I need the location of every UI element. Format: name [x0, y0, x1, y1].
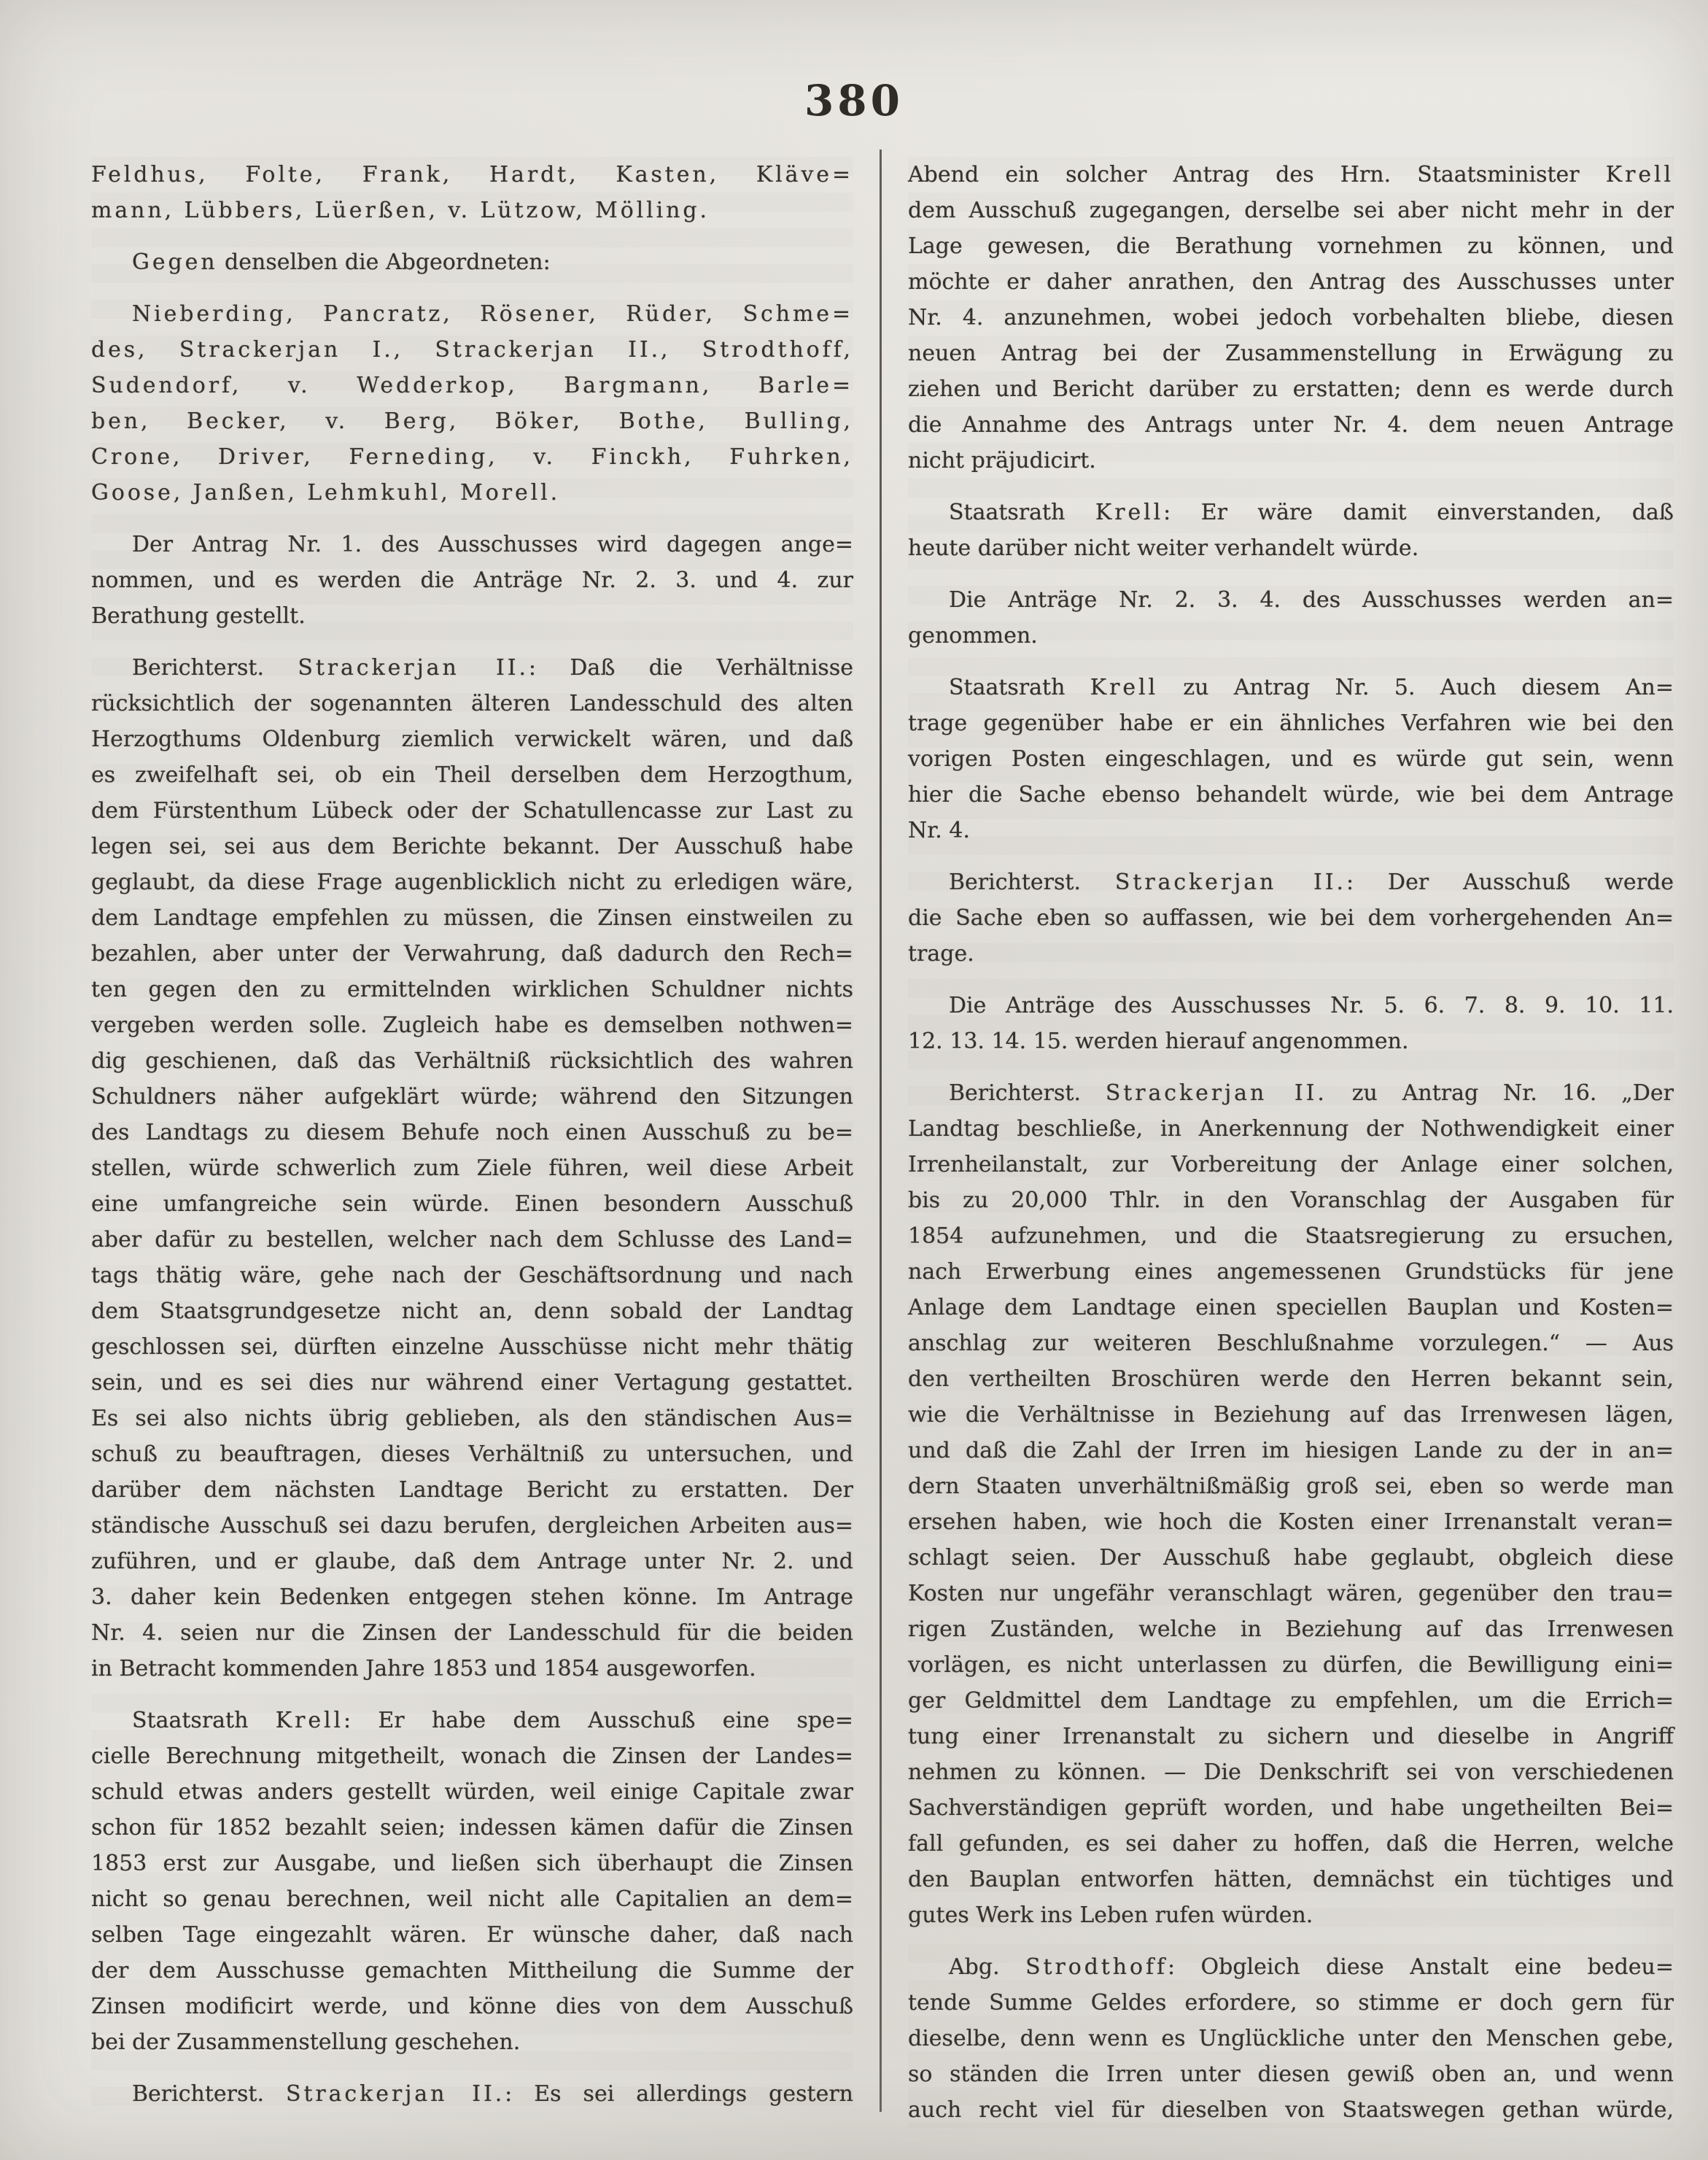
text-line: geschlossen sei, dürften einzelne Ausschüsse nicht mehr thätig: [91, 1334, 853, 1360]
spaced-name-text: Krell: [275, 1708, 343, 1733]
text-line: bezahlen, aber unter der Verwahrung, daß dadurch den Rech=: [91, 941, 853, 967]
column-divider-rule: [880, 150, 882, 2112]
text-line: bis zu 20,000 Thlr. in den Voranschlag der Ausgaben für: [908, 1188, 1674, 1213]
text-line: dig geschienen, daß das Verhältniß rücksichtlich des wahren: [91, 1048, 853, 1074]
text-line: [91, 403, 853, 439]
text-line: Landtag beschließe, in Anerkennung der Nothwendigkeit einer: [908, 1116, 1674, 1142]
spaced-name-text: Krell: [1605, 162, 1674, 187]
text-line: 3. daher kein Bedenken entgegen stehen könne. Im Antrage: [91, 1584, 853, 1610]
text-line: tags thätig wäre, gehe nach der Geschäftsordnung und nach: [91, 1263, 853, 1288]
right-text-column: [908, 157, 1674, 2128]
text-line: Lage gewesen, die Berathung vornehmen zu können, und: [908, 233, 1674, 259]
text-line: Zinsen modificirt werde, und könne dies von dem Ausschuß: [91, 1994, 853, 2019]
body-text: : Obgleich diese Anstalt eine bedeu=: [1167, 1954, 1674, 1980]
spaced-name-text: Feldhus, Folte, Frank, Hardt, Kasten, Kläve=: [91, 162, 853, 187]
text-line: tung einer Irrenanstalt zu sichern und dieselbe in Angriff: [908, 1724, 1674, 1749]
text-line: aber dafür zu bestellen, welcher nach dem Schlusse des Land=: [91, 1227, 853, 1253]
text-line: neuen Antrag bei der Zusammenstellung in Erwägung zu: [908, 341, 1674, 366]
spaced-name-text: Strodthoff: [1025, 1954, 1168, 1980]
text-line: wie die Verhältnisse in Beziehung auf das Irrenwesen lägen,: [908, 1402, 1674, 1428]
text-line: zuführen, und er glaube, daß dem Antrage unter Nr. 2. und: [91, 1549, 853, 1574]
paragraph: [908, 988, 1674, 1059]
text-line: die Annahme des Antrags unter Nr. 4. dem neuen Antrage: [908, 412, 1674, 438]
text-line: [908, 157, 1674, 193]
text-line: den vertheilten Broschüren werde den Herren bekannt sein,: [908, 1366, 1674, 1392]
body-text: Abg.: [949, 1954, 1026, 1980]
text-line: [908, 670, 1674, 705]
text-line: [91, 650, 853, 686]
paragraph: [91, 1703, 853, 2060]
spaced-name-text: Crone, Driver, Ferneding, v. Finckh, Fuhrken,: [91, 444, 853, 470]
text-line: rücksichtlich der sogenannten älteren Landesschuld des alten: [91, 691, 853, 716]
text-line: selben Tage eingezahlt wären. Er wünsche daher, daß nach: [91, 1922, 853, 1948]
body-text: Staatsrath: [949, 675, 1090, 700]
text-line: Irrenheilanstalt, zur Vorbereitung der Anlage einer solchen,: [908, 1152, 1674, 1177]
text-line: [91, 439, 853, 475]
text-line: [91, 368, 853, 403]
paragraph: [908, 864, 1674, 972]
spaced-name-text: Gegen: [132, 249, 218, 275]
text-line: heute darüber nicht weiter verhandelt würde.: [908, 535, 1419, 561]
spaced-name-text: ben, Becker, v. Berg, Böker, Bothe, Bulling,: [91, 409, 853, 434]
spaced-name-text: Strackerjan II.: [1114, 870, 1346, 895]
text-line: möchte er daher anrathen, den Antrag des Ausschusses unter: [908, 269, 1674, 295]
text-line: schuß zu beauftragen, dieses Verhältniß zu untersuchen, und: [91, 1441, 853, 1467]
text-line: [91, 296, 853, 332]
body-text: : Er habe dem Ausschuß eine spe=: [343, 1708, 853, 1733]
text-line: Nr. 4. anzunehmen, wobei jedoch vorbehalten bliebe, diesen: [908, 305, 1674, 330]
text-line: [91, 244, 853, 280]
spaced-name-text: Strackerjan II.: [1105, 1080, 1327, 1106]
spaced-name-text: mann, Lübbers, Lüerßen, v. Lützow, Mölling.: [91, 198, 710, 223]
text-line: anschlag zur weiteren Beschlußnahme vorzulegen.“ — Aus: [908, 1331, 1674, 1356]
text-line: die Sache eben so auffassen, wie bei dem vorhergehenden An=: [908, 905, 1674, 931]
text-line: Sachverständigen geprüft worden, und habe ungetheilten Bei=: [908, 1795, 1674, 1821]
text-line: rigen Zuständen, welche in Beziehung auf das Irrenwesen: [908, 1617, 1674, 1642]
text-line: vergeben werden solle. Zugleich habe es demselben nothwen=: [91, 1013, 853, 1038]
text-line: 1853 erst zur Ausgabe, und ließen sich überhaupt die Zinsen: [91, 1851, 853, 1876]
text-line: geglaubt, da diese Frage augenblicklich nicht zu erledigen wäre,: [91, 870, 853, 895]
paragraph: [91, 244, 853, 280]
text-line: bei der Zusammenstellung geschehen.: [91, 2029, 521, 2055]
text-line: und daß die Zahl der Irren im hiesigen Lande zu der in an=: [908, 1438, 1674, 1463]
text-line: trage gegenüber habe er ein ähnliches Verfahren wie bei den: [908, 711, 1674, 736]
text-line: [91, 1703, 853, 1738]
text-line: Nr. 4.: [908, 818, 970, 843]
body-text: zu Antrag Nr. 16. „Der: [1327, 1080, 1674, 1106]
paragraph: [908, 157, 1674, 479]
text-line: legen sei, sei aus dem Berichte bekannt. Der Ausschuß habe: [91, 834, 853, 859]
spaced-name-text: Nieberding, Pancratz, Rösener, Rüder, Schme=: [132, 301, 853, 327]
text-line: [91, 2076, 853, 2112]
body-text: Berichterst.: [132, 655, 298, 681]
text-line: schon für 1852 bezahlt seien; indessen kämen dafür die Zinsen: [91, 1815, 853, 1840]
text-line: [91, 193, 853, 228]
text-line: schuld etwas anders gestellt würden, weil einige Capitale zwar: [91, 1779, 853, 1805]
text-line: Berathung gestellt.: [91, 603, 306, 629]
text-line: ständische Ausschuß sei dazu berufen, dergleichen Arbeiten aus=: [91, 1513, 853, 1538]
text-line: ersehen haben, wie hoch die Kosten einer Irrenanstalt veran=: [908, 1509, 1674, 1535]
text-line: dem Ausschuß zugegangen, derselbe sei aber nicht mehr in der: [908, 198, 1674, 223]
text-line: Die Anträge Nr. 2. 3. 4. des Ausschusses werden an=: [949, 587, 1674, 613]
left-text-column: [91, 157, 853, 2112]
body-text: zu Antrag Nr. 5. Auch diesem An=: [1158, 675, 1674, 700]
text-line: den Bauplan entworfen hätten, demnächst ein tüchtiges und: [908, 1867, 1674, 1892]
paragraph: [908, 670, 1674, 848]
spaced-name-text: Strackerjan II.: [286, 2081, 505, 2107]
paragraph: [91, 157, 853, 228]
text-line: Es sei also nichts übrig geblieben, als den ständischen Aus=: [91, 1406, 853, 1431]
body-text: Berichterst.: [949, 870, 1115, 895]
text-line: in Betracht kommenden Jahre 1853 und 1854 ausgeworfen.: [91, 1656, 756, 1681]
body-text: Berichterst.: [132, 2081, 286, 2107]
text-line: nach Erwerbung eines angemessenen Grundstücks für jene: [908, 1259, 1674, 1285]
text-line: Herzogthums Oldenburg ziemlich verwickelt wären, und daß: [91, 727, 853, 752]
text-line: nicht so genau berechnen, weil nicht alle Capitalien an dem=: [91, 1886, 853, 1912]
text-line: nicht präjudicirt.: [908, 448, 1096, 473]
paragraph: [91, 650, 853, 1687]
text-line: es zweifelhaft sei, ob ein Theil derselben dem Herzogthum,: [91, 762, 853, 788]
text-line: tende Summe Geldes erfordere, so stimme er doch gern für: [908, 1990, 1674, 2016]
text-line: dem Landtage empfehlen zu müssen, die Zinsen einstweilen zu: [91, 905, 853, 931]
text-line: hier die Sache ebenso behandelt würde, wie bei dem Antrage: [908, 782, 1674, 808]
text-line: schlagt seien. Der Ausschuß habe geglaubt, obgleich diese: [908, 1545, 1674, 1571]
spaced-name-text: des, Strackerjan I., Strackerjan II., Strodthoff,: [91, 337, 853, 363]
text-line: 1854 aufzunehmen, und die Staatsregierung zu ersuchen,: [908, 1223, 1674, 1249]
text-line: nommen, und es werden die Anträge Nr. 2. 3. und 4. zur: [91, 568, 853, 593]
text-line: [908, 1949, 1674, 1985]
body-text: Staatsrath: [132, 1708, 276, 1733]
page-number: 380: [804, 76, 904, 125]
text-line: eine umfangreiche sein würde. Einen besondern Ausschuß: [91, 1191, 853, 1217]
text-line: ten gegen den zu ermittelnden wirklichen Schuldner nichts: [91, 977, 853, 1002]
paragraph: [908, 582, 1674, 654]
paragraph: [908, 1949, 1674, 2128]
body-text: Staatsrath: [949, 500, 1095, 525]
text-line: dern Staaten unverhältnißmäßig groß sei, eben so werde man: [908, 1474, 1674, 1499]
text-line: auch recht viel für dieselben von Staatswegen gethan würde,: [908, 2097, 1674, 2123]
spaced-name-text: Krell: [1090, 675, 1158, 700]
text-line: Anlage dem Landtage einen speciellen Bauplan und Kosten=: [908, 1295, 1674, 1320]
body-text: denselben die Abgeordneten:: [217, 249, 551, 275]
body-text: : Es sei allerdings gestern: [505, 2081, 853, 2107]
text-line: Die Anträge des Ausschusses Nr. 5. 6. 7. 8. 9. 10. 11.: [949, 993, 1674, 1018]
text-line: so ständen die Irren unter diesen gewiß oben an, und wenn: [908, 2062, 1674, 2087]
text-line: Kosten nur ungefähr veranschlagt wären, gegenüber den trau=: [908, 1581, 1674, 1606]
paragraph: [91, 2076, 853, 2112]
text-line: [908, 864, 1674, 900]
text-line: cielle Berechnung mitgetheilt, wonach die Zinsen der Landes=: [91, 1743, 853, 1769]
text-line: ger Geldmittel dem Landtage zu empfehlen, um die Errich=: [908, 1688, 1674, 1714]
body-text: : Er wäre damit einverstanden, daß: [1163, 500, 1674, 525]
text-line: Der Antrag Nr. 1. des Ausschusses wird dagegen ange=: [132, 532, 853, 557]
spaced-name-text: Strackerjan II.: [298, 655, 529, 681]
body-text: Abend ein solcher Antrag des Hrn. Staatsminister: [908, 162, 1606, 187]
text-line: des Landtags zu diesem Behufe noch einen Ausschuß zu be=: [91, 1120, 853, 1145]
body-text: Berichterst.: [949, 1080, 1106, 1106]
text-line: trage.: [908, 941, 974, 967]
text-line: [908, 495, 1674, 530]
paragraph: [908, 1075, 1674, 1933]
paragraph: [91, 296, 853, 511]
text-line: darüber dem nächsten Landtage Bericht zu erstatten. Der: [91, 1477, 853, 1503]
spaced-name-text: Goose, Janßen, Lehmkuhl, Morell.: [91, 480, 561, 506]
text-line: fall gefunden, es sei daher zu hoffen, daß die Herren, welche: [908, 1831, 1674, 1857]
text-line: vorlägen, es nicht unterlassen zu dürfen, die Bewilligung eini=: [908, 1652, 1674, 1678]
paragraph: [908, 495, 1674, 566]
text-line: dem Fürstenthum Lübeck oder der Schatullencasse zur Last zu: [91, 798, 853, 824]
body-text: : Daß die Verhältnisse: [528, 655, 853, 681]
text-line: Nr. 4. seien nur die Zinsen der Landesschuld für die beiden: [91, 1620, 853, 1646]
text-line: [91, 157, 853, 193]
text-line: Schuldners näher aufgeklärt würde; während den Sitzungen: [91, 1084, 853, 1110]
text-line: [908, 1075, 1674, 1111]
text-line: nehmen zu können. — Die Denkschrift sei von verschiedenen: [908, 1760, 1674, 1785]
text-line: genommen.: [908, 623, 1038, 649]
text-line: vorigen Posten eingeschlagen, und es würde gut sein, wenn: [908, 746, 1674, 772]
spaced-name-text: Sudendorf, v. Wedderkop, Bargmann, Barle=: [91, 373, 853, 398]
text-line: sein, und es sei dies nur während einer Vertagung gestattet.: [91, 1370, 853, 1396]
text-line: ziehen und Bericht darüber zu erstatten; denn es werde durch: [908, 376, 1674, 402]
text-line: [91, 475, 853, 511]
text-line: gutes Werk ins Leben rufen würden.: [908, 1902, 1313, 1928]
text-line: 12. 13. 14. 15. werden hierauf angenommen.: [908, 1029, 1409, 1054]
text-line: [91, 332, 853, 368]
paragraph: [91, 527, 853, 634]
text-line: dieselbe, denn wenn es Unglückliche unter den Menschen gebe,: [908, 2026, 1674, 2051]
spaced-name-text: Krell: [1095, 500, 1164, 525]
text-line: stellen, würde schwerlich zum Ziele führen, weil diese Arbeit: [91, 1156, 853, 1181]
text-line: der dem Ausschusse gemachten Mittheilung die Summe der: [91, 1958, 853, 1983]
body-text: : Der Ausschuß werde: [1346, 870, 1674, 895]
text-line: dem Staatsgrundgesetze nicht an, denn sobald der Landtag: [91, 1298, 853, 1324]
